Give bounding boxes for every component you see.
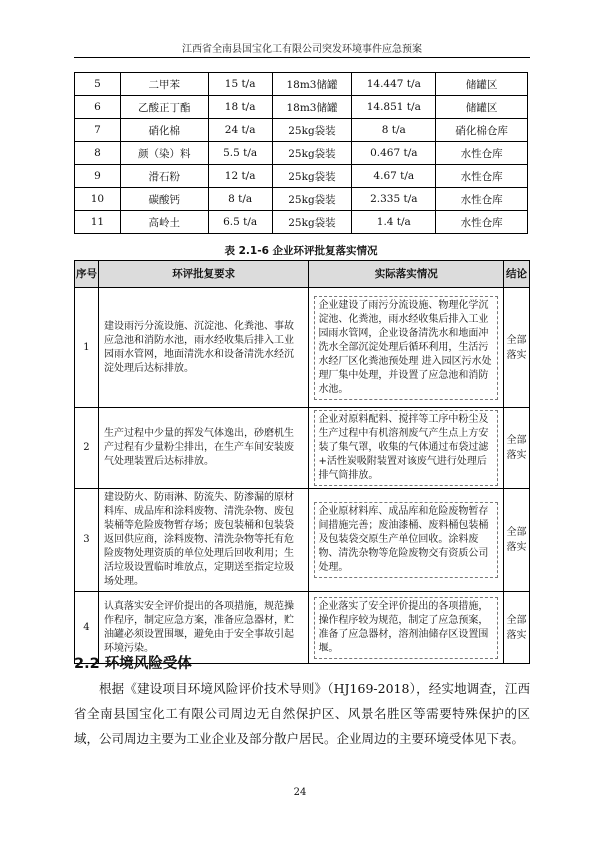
material-row — [75, 188, 528, 211]
review-table-header-row — [75, 261, 530, 288]
annual-usage: 6.5 t/a — [208, 211, 272, 234]
packaging: 25kg袋装 — [272, 211, 352, 234]
packaging: 25kg袋装 — [272, 188, 352, 211]
table-caption: 表 2.1-6 企业环评批复落实情况 — [224, 245, 378, 257]
material-row — [75, 165, 528, 188]
materials-table-body — [75, 73, 528, 234]
storage-location: 水性仓库 — [436, 211, 528, 234]
row-no: 2 — [75, 408, 99, 489]
header-no: 序号 — [75, 261, 99, 288]
storage-location: 水性仓库 — [436, 188, 528, 211]
material-row — [75, 119, 528, 142]
material-no: 7 — [75, 119, 121, 142]
packaging: 25kg袋装 — [272, 165, 352, 188]
row-no: 3 — [75, 489, 99, 592]
page-header: 江西省全南县国宝化工有限公司突发环境事件应急预案 — [182, 44, 422, 55]
header-conclusion: 结论 — [504, 261, 530, 288]
max-storage: 14.851 t/a — [352, 96, 436, 119]
annual-usage: 8 t/a — [208, 188, 272, 211]
material-row — [75, 211, 528, 234]
material-no: 8 — [75, 142, 121, 165]
row-requirement: 认真落实安全评价提出的各项措施，规范操作程序，制定应急方案，准备应急器材，贮油罐必须设置围堰，避免由于安全事故引起环境污染。 — [98, 592, 308, 664]
row-no: 4 — [75, 592, 99, 664]
material-name: 滑石粉 — [120, 165, 208, 188]
max-storage: 0.467 t/a — [352, 142, 436, 165]
material-name: 硝化棉 — [120, 119, 208, 142]
row-conclusion: 全部落实 — [504, 288, 530, 408]
row-no: 1 — [75, 288, 99, 408]
storage-location: 水性仓库 — [436, 142, 528, 165]
storage-location: 硝化棉仓库 — [436, 119, 528, 142]
row-conclusion: 全部落实 — [504, 592, 530, 664]
material-name: 颜（染）料 — [120, 142, 208, 165]
review-row — [75, 288, 530, 408]
row-actual: 企业落实了安全评价提出的各项措施，操作程序较为规范，制定了应急预案，准备了应急器材，溶剂油储存区设置围堰。 — [314, 597, 498, 659]
packaging: 25kg袋装 — [272, 119, 352, 142]
max-storage: 4.67 t/a — [352, 165, 436, 188]
material-name: 碳酸钙 — [120, 188, 208, 211]
max-storage: 14.447 t/a — [352, 73, 436, 96]
section-title: 2.2 环境风险受体 — [74, 656, 192, 672]
section-paragraph: 根据《建设项目环境风险评价技术导则》（HJ169-2018），经实地调查，江西省全南县国宝化工有限公司周边无自然保护区、风景名胜区等需要特殊保护的区域，公司周边主要为工业企业及部分散户居民。企业周边的主要环境受体见下表。 — [74, 681, 530, 746]
review-table — [74, 260, 530, 664]
material-row — [75, 142, 528, 165]
storage-location: 储罐区 — [436, 73, 528, 96]
max-storage: 1.4 t/a — [352, 211, 436, 234]
header-requirement: 环评批复要求 — [98, 261, 308, 288]
max-storage: 2.335 t/a — [352, 188, 436, 211]
row-requirement: 生产过程中少量的挥发气体逸出，砂磨机生产过程有少量粉尘排出，在生产车间安装废气处理装置后达标排放。 — [98, 408, 308, 489]
annual-usage: 15 t/a — [208, 73, 272, 96]
material-no: 11 — [75, 211, 121, 234]
review-row — [75, 408, 530, 489]
material-name: 高岭土 — [120, 211, 208, 234]
header-actual: 实际落实情况 — [309, 261, 504, 288]
material-name: 乙酸正丁酯 — [120, 96, 208, 119]
annual-usage: 18 t/a — [208, 96, 272, 119]
row-requirement: 建设雨污分流设施、沉淀池、化粪池、事故应急池和消防水池，雨水经收集后排入工业园雨水管网，地面清洗水和设备清洗水经沉淀处理后达标排放。 — [98, 288, 308, 408]
row-conclusion: 全部落实 — [504, 489, 530, 592]
row-actual: 企业建设了雨污分流设施、物理化学沉淀池、化粪池，雨水经收集后排入工业园雨水管网，企业设备清洗水和地面冲洗水全部沉淀处理后循环利用，生活污水经厂区化粪池预处理 进入园区污水处理厂集中处理，并设置了应急池和消防水池。 — [314, 296, 498, 400]
packaging: 18m3储罐 — [272, 96, 352, 119]
material-no: 6 — [75, 96, 121, 119]
annual-usage: 5.5 t/a — [208, 142, 272, 165]
material-row — [75, 96, 528, 119]
material-no: 9 — [75, 165, 121, 188]
storage-location: 储罐区 — [436, 96, 528, 119]
material-row — [75, 73, 528, 96]
material-no: 10 — [75, 188, 121, 211]
material-name: 二甲苯 — [120, 73, 208, 96]
row-actual: 企业对原料配料、搅拌等工序中粉尘及生产过程中有机溶剂废气产生点上方安装了集气罩，收集的气体通过布袋过滤+活性炭吸附装置对该废气进行处理后排气筒排放。 — [314, 410, 498, 486]
annual-usage: 24 t/a — [208, 119, 272, 142]
packaging: 18m3储罐 — [272, 73, 352, 96]
page-number: 24 — [293, 787, 307, 798]
row-actual: 企业原材料库、成品库和危险废物暂存间措施完善；废油漆桶、废料桶包装桶及包装袋交原生产单位回收。涂料废物、清洗杂物等危险废物交有资质公司处理。 — [314, 502, 498, 578]
material-no: 5 — [75, 73, 121, 96]
review-row — [75, 489, 530, 592]
packaging: 25kg袋装 — [272, 142, 352, 165]
max-storage: 8 t/a — [352, 119, 436, 142]
annual-usage: 12 t/a — [208, 165, 272, 188]
materials-table — [74, 72, 528, 234]
row-requirement: 建设防火、防雨淋、防流失、防渗漏的原材料库、成品库和涂料废物、清洗杂物、废包装桶等危险废物暂存场；废包装桶和包装袋返回供应商，涂料废物、清洗杂物等托有危险废物处理资质的单位处理后回收利用；生活垃圾设置临时堆放点，定期送至指定垃圾场处理。 — [98, 489, 308, 592]
header-rule — [74, 57, 530, 58]
storage-location: 水性仓库 — [436, 165, 528, 188]
row-conclusion: 全部落实 — [504, 408, 530, 489]
